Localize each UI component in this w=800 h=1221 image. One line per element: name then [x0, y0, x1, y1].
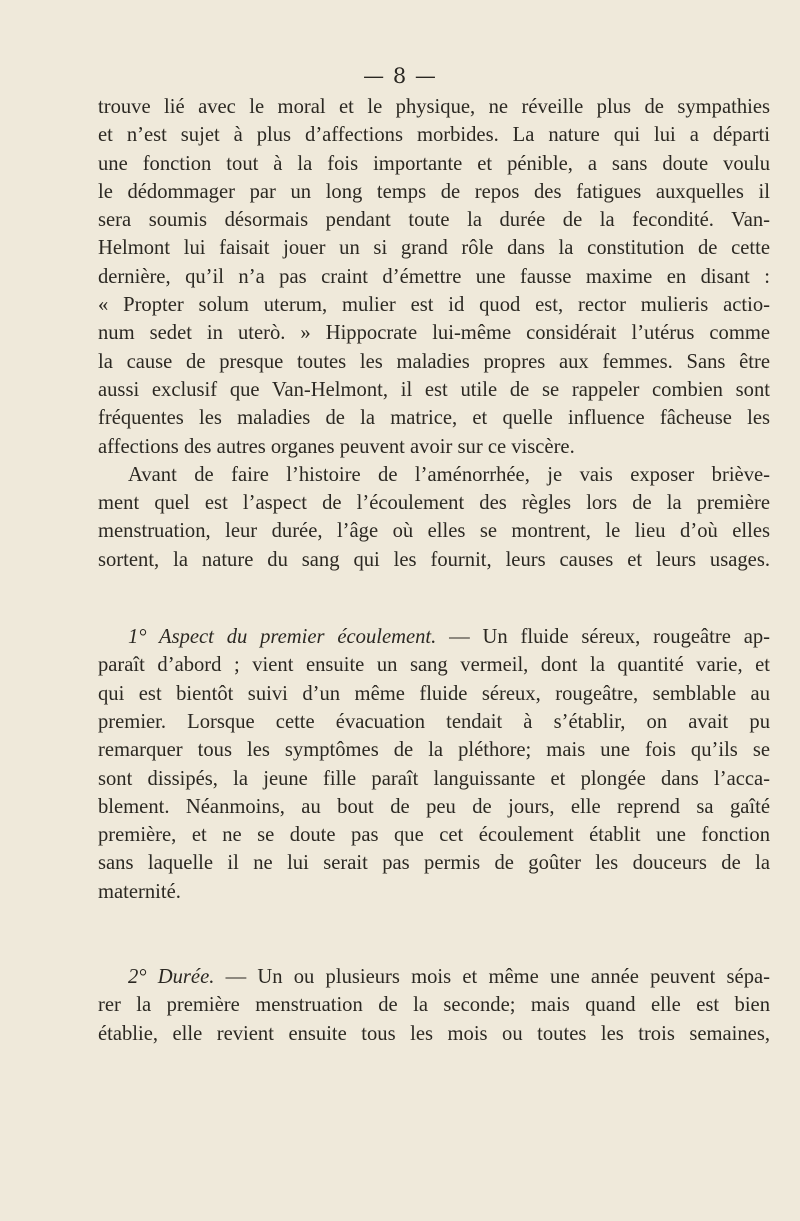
- text-line: première, et ne se doute pas que cet écoulement établit une fonction: [98, 824, 770, 847]
- text-line: « Propter solum uterum, mulier est id quod est, rector mulieris actio-: [98, 294, 770, 317]
- text-line: rer la première menstruation de la seconde; mais quand elle est bien: [98, 994, 770, 1017]
- text-line: affections des autres organes peuvent avoir sur ce viscère.: [98, 435, 575, 458]
- text-line: le dédommager par un long temps de repos des fatigues auxquelles il: [98, 180, 770, 203]
- text-line: sont dissipés, la jeune fille paraît languissante et plongée dans l’acca-: [98, 767, 770, 790]
- paragraph-4: [98, 963, 770, 1048]
- text-line: dernière, qu’il n’a pas craint d’émettre une fausse maxime en disant :: [98, 265, 770, 288]
- text-line: ment quel est l’aspect de l’écoulement des règles lors de la première: [98, 492, 770, 515]
- paragraph-3: [98, 623, 770, 906]
- text-line: fréquentes les maladies de la matrice, et quelle influence fâcheuse les: [98, 407, 770, 430]
- text-line: remarquer tous les symptômes de la pléthore; mais une fois qu’ils se: [98, 739, 770, 762]
- text-line: [98, 963, 770, 991]
- paragraph-1: [98, 93, 770, 461]
- text-line: sans laquelle il ne lui serait pas permis de goûter les douceurs de la: [98, 852, 770, 875]
- text-line: [98, 623, 770, 651]
- text-line: num sedet in uterò. » Hippocrate lui-même considérait l’utérus comme: [98, 322, 770, 345]
- text-line: la cause de presque toutes les maladies propres aux femmes. Sans être: [98, 350, 770, 373]
- text-line: sera soumis désormais pendant toute la durée de la fecondité. Van-: [98, 209, 770, 232]
- page-number: — 8 —: [363, 64, 437, 88]
- section-title-aspect: 1° Aspect du premier écoulement.: [128, 626, 437, 649]
- text-line: Avant de faire l’histoire de l’aménorrhée, je vais exposer briève-: [128, 463, 770, 486]
- section-title-duree: 2° Durée.: [128, 966, 215, 989]
- paragraph-2: [98, 461, 770, 574]
- text-line: sortent, la nature du sang qui les fournit, leurs causes et leurs usages.: [98, 548, 770, 571]
- text-span: — Un ou plusieurs mois et même une année peuvent sépa-: [214, 966, 770, 989]
- text-line: blement. Néanmoins, au bout de peu de jours, elle reprend sa gaîté: [98, 795, 770, 818]
- text-line: trouve lié avec le moral et le physique, ne réveille plus de sympathies: [98, 96, 770, 118]
- text-line: qui est bientôt suivi d’un même fluide séreux, rougeâtre, semblable au: [98, 682, 770, 705]
- text-line: premier. Lorsque cette évacuation tendait à s’établir, on avait pu: [98, 710, 770, 733]
- body-text: [98, 93, 770, 1048]
- text-line: une fonction tout à la fois importante et pénible, a sans doute voulu: [98, 152, 770, 175]
- text-span: — Un fluide séreux, rougeâtre ap-: [436, 626, 771, 649]
- text-line: menstruation, leur durée, l’âge où elles se montrent, le lieu d’où elles: [98, 520, 770, 543]
- text-line: établie, elle revient ensuite tous les mois ou toutes les trois semaines,: [98, 1022, 770, 1045]
- text-line: et n’est sujet à plus d’affections morbides. La nature qui lui a départi: [98, 124, 770, 147]
- text-line: paraît d’abord ; vient ensuite un sang vermeil, dont la quantité varie, et: [98, 654, 770, 677]
- text-line: Helmont lui faisait jouer un si grand rôle dans la constitution de cette: [98, 237, 770, 260]
- text-line: maternité.: [98, 880, 181, 903]
- text-line: aussi exclusif que Van-Helmont, il est utile de se rappeler combien sont: [98, 378, 770, 401]
